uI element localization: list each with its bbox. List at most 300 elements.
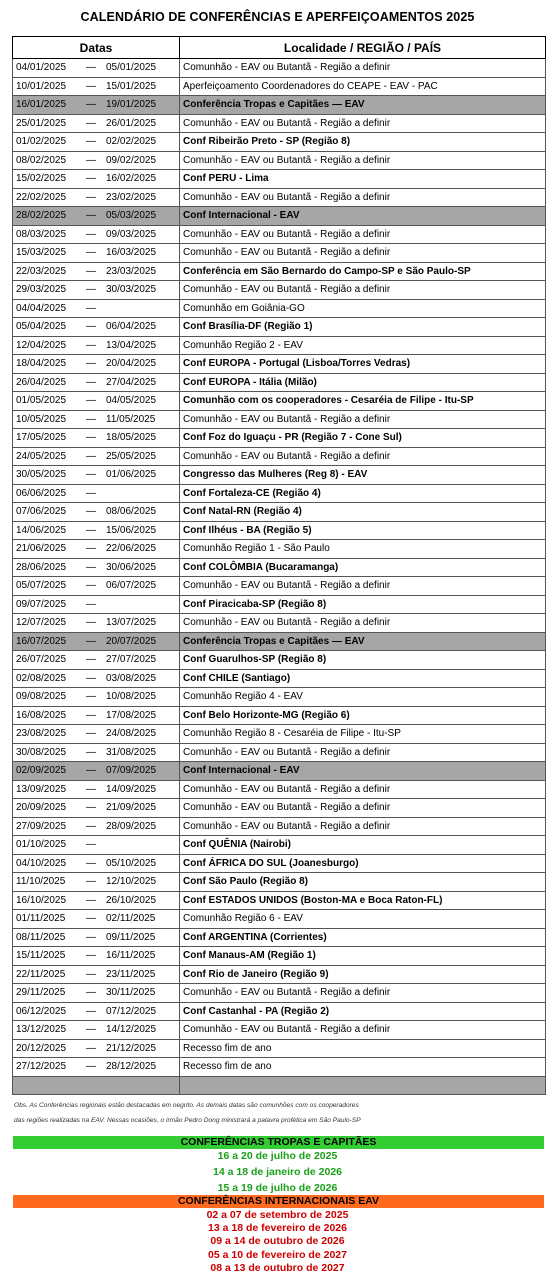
date-cell	[13, 281, 180, 300]
start-date: 13/09/2025	[16, 783, 67, 795]
end-date: 11/05/2025	[106, 413, 156, 425]
end-date: 05/03/2025	[106, 210, 157, 222]
location-cell: Aperfeiçoamento Coordenadores do CEAPE - EAV - PAC	[180, 77, 546, 96]
date-cell	[13, 429, 180, 448]
start-date: 01/11/2025	[16, 913, 66, 925]
table-row	[13, 817, 546, 836]
location-cell: Recesso fim de ano	[180, 1058, 546, 1077]
start-date: 04/04/2025	[16, 302, 67, 314]
location-cell: Comunhão - EAV ou Butantã - Região a definir	[180, 114, 546, 133]
footnote-line-2: das regiões realizadas na EAV. Nessas ocasiões, o irmão Pedro Dong ministrará a palavra profética em São Paulo-SP	[14, 1117, 361, 1124]
start-date: 09/08/2025	[16, 691, 67, 703]
date-cell	[13, 651, 180, 670]
end-date: 02/11/2025	[106, 913, 156, 925]
end-date: 24/08/2025	[106, 728, 157, 740]
date-cell	[13, 170, 180, 189]
location-cell: Comunhão Região 2 - EAV	[180, 336, 546, 355]
table-row	[13, 1039, 546, 1058]
start-date: 12/04/2025	[16, 339, 67, 351]
start-date: 18/04/2025	[16, 358, 67, 370]
date-cell	[13, 133, 180, 152]
date-dash: —	[86, 672, 96, 684]
location-cell: Conf Ilhéus - BA (Região 5)	[180, 521, 546, 540]
location-cell: Conf PERU - Lima	[180, 170, 546, 189]
date-cell	[13, 1021, 180, 1040]
date-dash: —	[86, 1005, 96, 1017]
date-dash: —	[86, 783, 96, 795]
location-cell: Comunhão Região 4 - EAV	[180, 688, 546, 707]
location-cell: Comunhão - EAV ou Butantã - Região a definir	[180, 780, 546, 799]
location-cell: Comunhão - EAV ou Butantã - Região a definir	[180, 281, 546, 300]
table-row	[13, 632, 546, 651]
start-date: 10/05/2025	[16, 413, 67, 425]
location-cell: Conf CHILE (Santiago)	[180, 669, 546, 688]
end-date: 17/08/2025	[106, 709, 157, 721]
date-cell	[13, 762, 180, 781]
date-cell	[13, 1002, 180, 1021]
date-dash: —	[86, 173, 96, 185]
table-row	[13, 466, 546, 485]
location-cell: Conf ARGENTINA (Corrientes)	[180, 928, 546, 947]
location-cell: Conf Ribeirão Preto - SP (Região 8)	[180, 133, 546, 152]
end-date: 27/07/2025	[106, 654, 157, 666]
date-cell	[13, 466, 180, 485]
start-date: 09/07/2025	[16, 598, 67, 610]
start-date: 04/01/2025	[16, 62, 67, 74]
location-cell: Comunhão - EAV ou Butantã - Região a definir	[180, 59, 546, 78]
location-cell: Comunhão Região 8 - Cesaréia de Filipe - Itu-SP	[180, 725, 546, 744]
table-row	[13, 410, 546, 429]
page-title: CALENDÁRIO DE CONFERÊNCIAS E APERFEIÇOAMENTOS 2025	[80, 10, 475, 24]
table-row	[13, 151, 546, 170]
date-cell	[13, 96, 180, 115]
location-cell: Comunhão - EAV ou Butantã - Região a definir	[180, 244, 546, 263]
start-date: 23/08/2025	[16, 728, 67, 740]
end-date: 18/05/2025	[106, 432, 157, 444]
table-row	[13, 170, 546, 189]
start-date: 30/05/2025	[16, 469, 67, 481]
date-dash: —	[86, 376, 96, 388]
date-dash: —	[86, 931, 96, 943]
end-date: 09/03/2025	[106, 228, 157, 240]
date-cell	[13, 521, 180, 540]
start-date: 06/06/2025	[16, 487, 67, 499]
date-cell	[13, 614, 180, 633]
end-date: 10/08/2025	[106, 691, 157, 703]
date-dash: —	[86, 746, 96, 758]
start-date: 21/06/2025	[16, 543, 67, 555]
date-cell	[13, 318, 180, 337]
end-date: 30/11/2025	[106, 987, 156, 999]
location-cell: Comunhão - EAV ou Butantã - Região a definir	[180, 984, 546, 1003]
table-row	[13, 577, 546, 596]
location-cell: Comunhão - EAV ou Butantã - Região a definir	[180, 410, 546, 429]
start-date: 20/12/2025	[16, 1042, 67, 1054]
date-cell	[13, 299, 180, 318]
table-row	[13, 133, 546, 152]
start-date: 04/10/2025	[16, 857, 67, 869]
date-dash: —	[86, 302, 96, 314]
date-cell	[13, 1039, 180, 1058]
date-cell	[13, 632, 180, 651]
calendar-table	[12, 36, 546, 1095]
end-date: 31/08/2025	[106, 746, 157, 758]
table-row	[13, 281, 546, 300]
table-row	[13, 188, 546, 207]
end-date: 14/09/2025	[106, 783, 157, 795]
end-date: 06/04/2025	[106, 321, 157, 333]
date-dash: —	[86, 968, 96, 980]
start-date: 05/07/2025	[16, 580, 67, 592]
table-row	[13, 373, 546, 392]
end-date: 13/04/2025	[106, 339, 157, 351]
date-dash: —	[86, 580, 96, 592]
date-cell	[13, 77, 180, 96]
end-date: 12/10/2025	[106, 876, 157, 888]
table-row	[13, 651, 546, 670]
table-row	[13, 799, 546, 818]
date-dash: —	[86, 524, 96, 536]
table-row	[13, 743, 546, 762]
start-date: 16/08/2025	[16, 709, 67, 721]
date-cell	[13, 873, 180, 892]
location-cell: Conf QUÊNIA (Nairobi)	[180, 836, 546, 855]
date-dash: —	[86, 339, 96, 351]
date-dash: —	[86, 561, 96, 573]
date-cell	[13, 928, 180, 947]
date-cell	[13, 355, 180, 374]
location-cell: Conf EUROPA - Portugal (Lisboa/Torres Vedras)	[180, 355, 546, 374]
location-cell: Conf Internacional - EAV	[180, 207, 546, 226]
date-cell	[13, 965, 180, 984]
calendar-body	[13, 59, 546, 1095]
internacionais-date: 02 a 07 de setembro de 2025	[206, 1209, 349, 1221]
end-date: 03/08/2025	[106, 672, 157, 684]
location-cell: Conf São Paulo (Região 8)	[180, 873, 546, 892]
date-cell	[13, 799, 180, 818]
date-dash: —	[86, 894, 96, 906]
location-cell: Conferência Tropas e Capitães — EAV	[180, 96, 546, 115]
start-date: 17/05/2025	[16, 432, 67, 444]
location-cell: Comunhão com os cooperadores - Cesaréia de Filipe - Itu-SP	[180, 392, 546, 411]
end-date: 13/07/2025	[106, 617, 157, 629]
table-row	[13, 336, 546, 355]
table-row	[13, 984, 546, 1003]
end-date: 01/06/2025	[106, 469, 157, 481]
end-date: 26/10/2025	[106, 894, 157, 906]
table-row	[13, 725, 546, 744]
date-cell	[13, 410, 180, 429]
end-date: 28/09/2025	[106, 820, 157, 832]
date-cell	[13, 725, 180, 744]
table-row	[13, 1058, 546, 1077]
location-cell: Conf EUROPA - Itália (Milão)	[180, 373, 546, 392]
date-cell	[13, 262, 180, 281]
location-cell: Conf Fortaleza-CE (Região 4)	[180, 484, 546, 503]
date-dash: —	[86, 450, 96, 462]
end-date: 07/09/2025	[106, 765, 157, 777]
date-cell	[13, 780, 180, 799]
table-row	[13, 244, 546, 263]
location-cell: Congresso das Mulheres (Reg 8) - EAV	[180, 466, 546, 485]
end-date: 15/06/2025	[106, 524, 157, 536]
end-date: 05/01/2025	[106, 62, 157, 74]
date-dash: —	[86, 543, 96, 555]
date-cell	[13, 114, 180, 133]
date-cell	[13, 336, 180, 355]
date-dash: —	[86, 62, 96, 74]
date-dash: —	[86, 1061, 96, 1073]
internacionais-date: 13 a 18 de fevereiro de 2026	[208, 1222, 347, 1234]
table-row	[13, 669, 546, 688]
end-date: 23/02/2025	[106, 191, 157, 203]
end-date: 30/06/2025	[106, 561, 157, 573]
end-date: 30/03/2025	[106, 284, 157, 296]
internacionais-banner: CONFERÊNCIAS INTERNACIONAIS EAV	[13, 1195, 544, 1208]
date-dash: —	[86, 80, 96, 92]
location-cell: Comunhão - EAV ou Butantã - Região a definir	[180, 614, 546, 633]
date-cell	[13, 817, 180, 836]
date-cell	[13, 244, 180, 263]
start-date: 13/12/2025	[16, 1024, 67, 1036]
column-header-location: Localidade / REGIÃO / PAÍS	[180, 37, 546, 59]
date-dash: —	[86, 691, 96, 703]
date-cell	[13, 225, 180, 244]
table-row	[13, 318, 546, 337]
internacionais-date: 09 a 14 de outubro de 2026	[210, 1235, 345, 1247]
date-cell	[13, 540, 180, 559]
date-dash: —	[86, 728, 96, 740]
table-row	[13, 891, 546, 910]
date-cell	[13, 595, 180, 614]
date-cell	[13, 484, 180, 503]
start-date: 20/09/2025	[16, 802, 67, 814]
start-date: 25/01/2025	[16, 117, 67, 129]
date-dash: —	[86, 876, 96, 888]
date-cell	[13, 188, 180, 207]
date-cell	[13, 743, 180, 762]
end-date: 05/10/2025	[106, 857, 157, 869]
end-date: 14/12/2025	[106, 1024, 157, 1036]
location-cell: Comunhão - EAV ou Butantã - Região a definir	[180, 577, 546, 596]
end-date: 21/12/2025	[106, 1042, 157, 1054]
date-cell	[13, 392, 180, 411]
end-date: 25/05/2025	[106, 450, 157, 462]
date-dash: —	[86, 284, 96, 296]
date-cell	[13, 984, 180, 1003]
location-cell: Conf Manaus-AM (Região 1)	[180, 947, 546, 966]
location-cell: Conf Piracicaba-SP (Região 8)	[180, 595, 546, 614]
date-cell	[13, 854, 180, 873]
date-dash: —	[86, 99, 96, 111]
date-dash: —	[86, 321, 96, 333]
start-date: 08/03/2025	[16, 228, 67, 240]
start-date: 02/09/2025	[16, 765, 67, 777]
table-row	[13, 706, 546, 725]
location-cell: Conf ESTADOS UNIDOS (Boston-MA e Boca Raton-FL)	[180, 891, 546, 910]
table-row	[13, 780, 546, 799]
blank-cell-dates	[13, 1076, 180, 1094]
tropas-banner: CONFERÊNCIAS TROPAS E CAPITÃES	[13, 1136, 544, 1149]
tropas-date: 16 a 20 de julho de 2025	[217, 1150, 338, 1162]
start-date: 01/05/2025	[16, 395, 67, 407]
location-cell: Comunhão - EAV ou Butantã - Região a definir	[180, 817, 546, 836]
end-date: 09/11/2025	[106, 931, 156, 943]
end-date: 16/03/2025	[106, 247, 157, 259]
location-cell: Conf Internacional - EAV	[180, 762, 546, 781]
date-dash: —	[86, 709, 96, 721]
end-date: 21/09/2025	[106, 802, 157, 814]
table-row	[13, 225, 546, 244]
start-date: 02/08/2025	[16, 672, 67, 684]
date-dash: —	[86, 820, 96, 832]
end-date: 28/12/2025	[106, 1061, 157, 1073]
end-date: 02/02/2025	[106, 136, 157, 148]
start-date: 05/04/2025	[16, 321, 67, 333]
date-dash: —	[86, 210, 96, 222]
date-dash: —	[86, 469, 96, 481]
location-cell: Recesso fim de ano	[180, 1039, 546, 1058]
date-dash: —	[86, 950, 96, 962]
date-cell	[13, 891, 180, 910]
blank-cell-location	[180, 1076, 546, 1094]
date-dash: —	[86, 506, 96, 518]
table-row	[13, 355, 546, 374]
location-cell: Conf Belo Horizonte-MG (Região 6)	[180, 706, 546, 725]
start-date: 26/07/2025	[16, 654, 67, 666]
start-date: 01/10/2025	[16, 839, 67, 851]
date-cell	[13, 447, 180, 466]
location-cell: Comunhão Região 1 - São Paulo	[180, 540, 546, 559]
start-date: 08/02/2025	[16, 154, 67, 166]
start-date: 30/08/2025	[16, 746, 67, 758]
table-row	[13, 207, 546, 226]
date-cell	[13, 373, 180, 392]
table-row	[13, 392, 546, 411]
date-cell	[13, 688, 180, 707]
date-dash: —	[86, 191, 96, 203]
location-cell: Comunhão em Goiânia-GO	[180, 299, 546, 318]
date-cell	[13, 947, 180, 966]
table-row	[13, 521, 546, 540]
internacionais-date: 08 a 13 de outubro de 2027	[210, 1262, 345, 1274]
date-dash: —	[86, 117, 96, 129]
end-date: 26/01/2025	[106, 117, 157, 129]
tropas-date: 14 a 18 de janeiro de 2026	[213, 1166, 342, 1178]
end-date: 19/01/2025	[106, 99, 157, 111]
table-header-row	[13, 37, 546, 59]
date-dash: —	[86, 413, 96, 425]
location-cell: Conf ÁFRICA DO SUL (Joanesburgo)	[180, 854, 546, 873]
date-dash: —	[86, 228, 96, 240]
date-dash: —	[86, 1024, 96, 1036]
date-cell	[13, 669, 180, 688]
table-row	[13, 688, 546, 707]
date-dash: —	[86, 765, 96, 777]
date-dash: —	[86, 154, 96, 166]
table-row	[13, 595, 546, 614]
footnote-line-1: Obs. As Conferências regionais estão destacadas em negrito. As demais datas são comunhões com os cooperadores	[14, 1102, 359, 1109]
table-row	[13, 928, 546, 947]
table-row	[13, 965, 546, 984]
table-footer-row	[13, 1076, 546, 1094]
table-row	[13, 762, 546, 781]
table-row	[13, 503, 546, 522]
location-cell: Conf Natal-RN (Região 4)	[180, 503, 546, 522]
end-date: 16/02/2025	[106, 173, 157, 185]
table-row	[13, 1002, 546, 1021]
table-row	[13, 947, 546, 966]
start-date: 08/11/2025	[16, 931, 66, 943]
start-date: 28/06/2025	[16, 561, 67, 573]
table-row	[13, 558, 546, 577]
start-date: 06/12/2025	[16, 1005, 67, 1017]
date-dash: —	[86, 432, 96, 444]
date-cell	[13, 59, 180, 78]
end-date: 27/04/2025	[106, 376, 157, 388]
date-dash: —	[86, 654, 96, 666]
location-cell: Comunhão - EAV ou Butantã - Região a definir	[180, 1021, 546, 1040]
date-dash: —	[86, 839, 96, 851]
start-date: 24/05/2025	[16, 450, 67, 462]
end-date: 09/02/2025	[106, 154, 157, 166]
location-cell: Comunhão - EAV ou Butantã - Região a definir	[180, 188, 546, 207]
start-date: 16/01/2025	[16, 99, 67, 111]
location-cell: Comunhão - EAV ou Butantã - Região a definir	[180, 151, 546, 170]
location-cell: Conferência em São Bernardo do Campo-SP e São Paulo-SP	[180, 262, 546, 281]
start-date: 22/03/2025	[16, 265, 67, 277]
end-date: 15/01/2025	[106, 80, 157, 92]
table-row	[13, 836, 546, 855]
location-cell: Conf COLÔMBIA (Bucaramanga)	[180, 558, 546, 577]
date-dash: —	[86, 857, 96, 869]
date-dash: —	[86, 913, 96, 925]
end-date: 16/11/2025	[106, 950, 156, 962]
table-row	[13, 299, 546, 318]
date-cell	[13, 151, 180, 170]
date-dash: —	[86, 1042, 96, 1054]
location-cell: Comunhão - EAV ou Butantã - Região a definir	[180, 447, 546, 466]
location-cell: Conf Brasília-DF (Região 1)	[180, 318, 546, 337]
end-date: 22/06/2025	[106, 543, 157, 555]
location-cell: Comunhão Região 6 - EAV	[180, 910, 546, 929]
table-row	[13, 77, 546, 96]
tropas-date: 15 a 19 de julho de 2026	[217, 1182, 338, 1194]
location-cell: Comunhão - EAV ou Butantã - Região a definir	[180, 743, 546, 762]
start-date: 16/10/2025	[16, 894, 67, 906]
date-cell	[13, 503, 180, 522]
table-row	[13, 262, 546, 281]
table-row	[13, 873, 546, 892]
start-date: 12/07/2025	[16, 617, 67, 629]
table-row	[13, 96, 546, 115]
end-date: 07/12/2025	[106, 1005, 157, 1017]
location-cell: Conf Castanhal - PA (Região 2)	[180, 1002, 546, 1021]
table-row	[13, 429, 546, 448]
date-dash: —	[86, 136, 96, 148]
date-dash: —	[86, 987, 96, 999]
start-date: 28/02/2025	[16, 210, 67, 222]
date-dash: —	[86, 617, 96, 629]
date-dash: —	[86, 802, 96, 814]
end-date: 06/07/2025	[106, 580, 157, 592]
table-row	[13, 854, 546, 873]
end-date: 04/05/2025	[106, 395, 157, 407]
date-cell	[13, 558, 180, 577]
start-date: 26/04/2025	[16, 376, 67, 388]
date-cell	[13, 910, 180, 929]
table-row	[13, 447, 546, 466]
